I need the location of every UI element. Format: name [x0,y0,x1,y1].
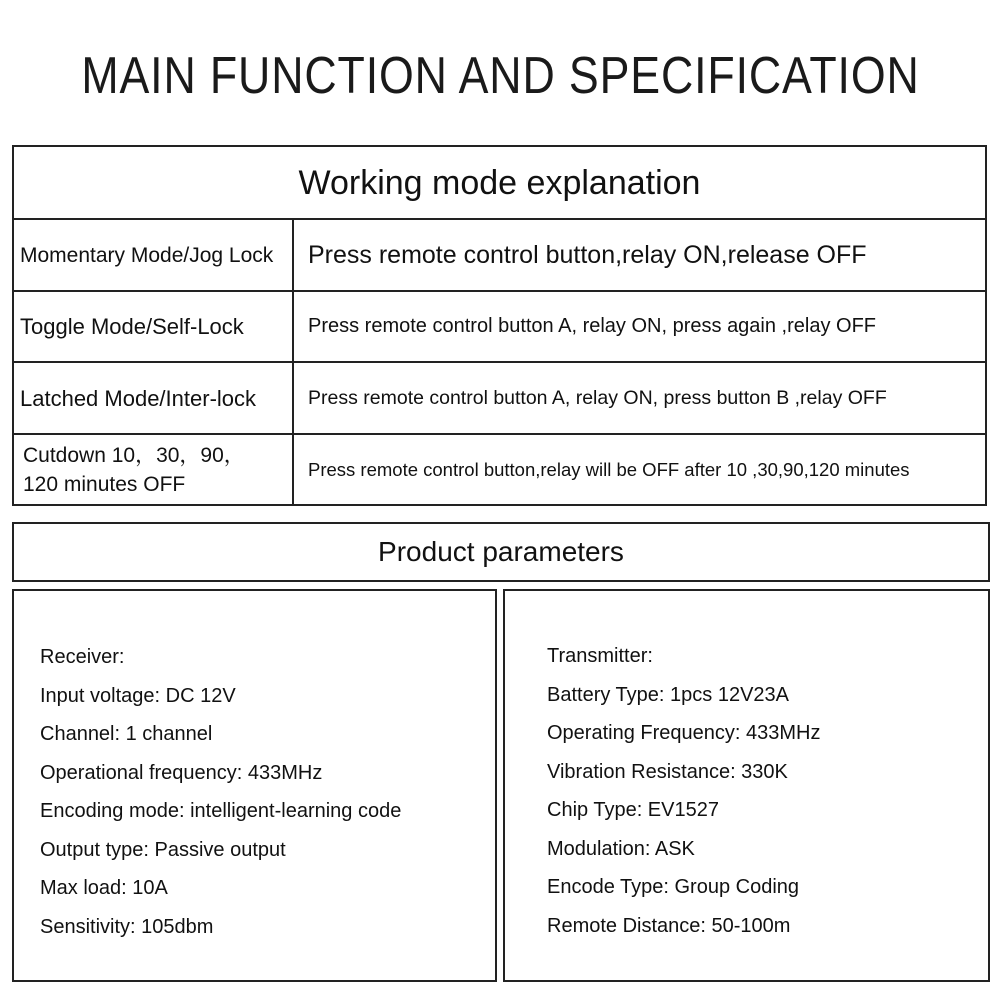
list-item: Max load: 10A [40,877,168,899]
mode-name: Latched Mode/Inter-lock [14,363,294,433]
receiver-title: Receiver: [40,646,125,668]
list-item: Encode Type: Group Coding [547,876,800,898]
mode-name: Toggle Mode/Self-Lock [14,292,294,361]
page-title: MAIN FUNCTION AND SPECIFICATION [81,47,920,105]
list-item: Remote Distance: 50-100m [547,914,791,937]
working-mode-heading: Working mode explanation [14,147,985,220]
mode-row-cutdown [14,435,985,504]
transmitter-panel [503,589,990,982]
list-item: Operational frequency: 433MHz [40,761,323,784]
list-item: Chip Type: EV1527 [547,799,719,821]
list-item: Channel: 1 channel [40,723,213,745]
mode-description: Press remote control button A, relay ON, press button B ,relay OFF [308,386,887,409]
working-mode-table [12,145,987,506]
receiver-spec-list [40,640,401,948]
mode-row-toggle [14,292,985,363]
list-item: Battery Type: 1pcs 12V23A [547,683,790,706]
receiver-panel [12,589,497,982]
transmitter-spec-list [547,639,820,947]
mode-description: Press remote control button,relay ON,release OFF [308,240,867,269]
list-item: Output type: Passive output [40,838,286,861]
mode-name: Momentary Mode/Jog Lock [14,220,294,290]
list-item: Sensitivity: 105dbm [40,915,214,938]
mode-name: Cutdown 10，30，90，120 minutes OFF [14,435,294,504]
list-item: Modulation: ASK [547,837,695,860]
mode-description: Press remote control button,relay will be OFF after 10 ,30,90,120 minutes [308,458,910,480]
transmitter-title: Transmitter: [547,645,653,667]
list-item: Encoding mode: intelligent-learning code [40,800,402,822]
list-item: Vibration Resistance: 330K [547,760,788,783]
mode-row-latched [14,363,985,435]
product-parameters-heading: Product parameters [12,522,990,582]
list-item: Operating Frequency: 433MHz [547,722,821,744]
mode-description: Press remote control button A, relay ON, press again ,relay OFF [308,315,877,337]
mode-row-momentary [14,220,985,292]
list-item: Input voltage: DC 12V [40,684,236,707]
